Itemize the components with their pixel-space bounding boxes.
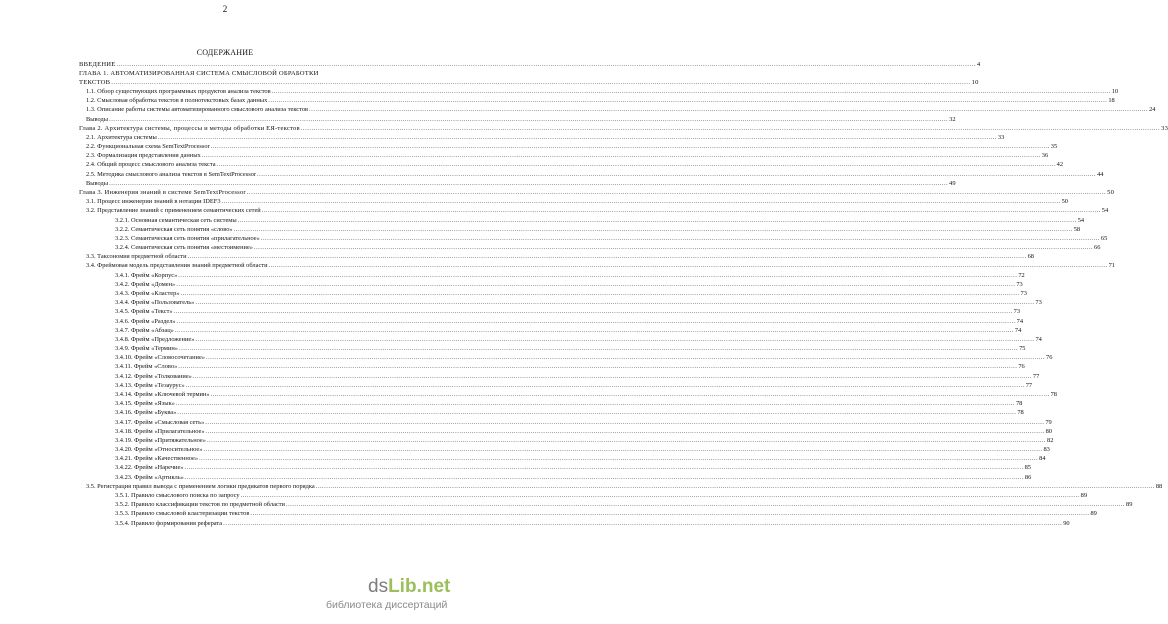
toc-entry-page: 74 [1014,326,1022,334]
toc-entry-label: 3.4.13. Фрейм «Тезаурус» [115,381,185,389]
toc-entry [86,170,1104,178]
toc-entry [115,335,1042,343]
toc-entry-page: 76 [1046,354,1053,362]
toc-entry-page: 18 [1108,97,1115,105]
toc-entry-label: 3.4.19. Фрейм «Притяжательное» [115,436,206,444]
toc-entry [86,115,956,123]
toc-entry [115,280,1023,288]
toc-entry [115,271,1025,279]
toc-entry [86,179,956,187]
toc-entry-label: 3.4.7. Фрейм «Абзац» [115,326,174,334]
toc-leader-dots: ................................................................................................................................................................................................................................................................................................................................................................................................................ [109,179,949,187]
toc-entry-label: 3.4.18. Фрейм «Прилагательное» [115,427,205,435]
toc-entry-page: 80 [1045,427,1052,435]
toc-leader-dots: ................................................................................................................................................................................................................................................................................................................................................................................................................ [157,133,997,141]
toc-entry [115,372,1040,380]
toc-leader-dots: ................................................................................................................................................................................................................................................................................................................................................................................................................ [201,152,1041,160]
toc-entry-label: 3.2.2. Семантическая сеть понятия «слово» [115,225,233,233]
toc-entry-label: 3.4.9. Фрейм «Термин» [115,345,178,353]
toc-heading: СОДЕРЖАНИЕ [196,48,254,57]
toc-entry-label: 3.4.3. Фрейм «Кластер» [115,290,180,297]
toc-entry [115,363,1025,371]
toc-entry [115,501,1133,509]
toc-leader-dots: ................................................................................................................................................................................................................................................................................................................................................................................................................ [176,280,1016,288]
toc-entry-label: 3.2. Представление знаний с применением семантических сетей [86,207,261,215]
toc-entry-page: 54 [1101,207,1109,215]
toc-entry-label: 3.5.4. Правило формирования реферата [115,519,223,527]
dslib-subtitle: библиотека диссертаций [326,599,448,611]
toc-leader-dots: ................................................................................................................................................................................................................................................................................................................................................................................................................ [250,510,1090,518]
toc-entry-label: 3.2.3. Семантическая сеть понятия «прилагательное» [115,234,260,242]
toc-entry-page: 42 [1056,161,1064,169]
toc-entry [79,60,981,68]
toc-entry-label: 3.4.10. Фрейм «Словосочетание» [115,354,205,362]
toc-entry [115,409,1024,417]
toc-entry-page: 68 [1027,253,1034,261]
toc-entry [86,253,1034,261]
toc-entry-page: 71 [1108,262,1115,270]
toc-entry [115,418,1052,426]
toc-entry-label: 3.5.3. Правило смысловой кластеризации текстов [115,510,250,518]
toc-entry-label: 2.3. Формализация представления данных [86,152,201,160]
toc-entry-page: 73 [1013,308,1021,316]
toc-entry [115,354,1053,362]
toc-entry-page: 73 [1020,290,1027,297]
toc-entry-label: ВВЕДЕНИЕ [79,60,116,68]
toc-entry-page: 49 [949,179,956,187]
toc-entry-label: 3.4.14. Фрейм «Ключевой термин» [115,390,210,398]
toc-leader-dots: ................................................................................................................................................................................................................................................................................................................................................................................................................ [199,455,1039,463]
toc-entry-label: 3.4.2. Фрейм «Домен» [115,280,176,288]
toc-entry [86,88,1119,96]
toc-entry [86,97,1115,105]
toc-leader-dots: ................................................................................................................................................................................................................................................................................................................................................................................................................ [285,501,1126,509]
toc-entry-label: 3.4.12. Фрейм «Толкование» [115,372,192,380]
toc-leader-dots: ................................................................................................................................................................................................................................................................................................................................................................................................................ [175,400,1015,408]
toc-entry [115,436,1054,444]
toc-leader-dots: ................................................................................................................................................................................................................................................................................................................................................................................................................ [184,473,1024,481]
toc-entry-label: 2.5. Методика смыслового анализа текстов в SemTextProcessor [86,170,257,178]
toc-entry [115,400,1023,408]
toc-leader-dots: ................................................................................................................................................................................................................................................................................................................................................................................................................ [268,262,1108,270]
toc-entry-page: 73 [1016,280,1023,288]
toc-entry-page: 33 [1161,124,1168,132]
toc-entry-label: 3.4.16. Фрейм «Буква» [115,409,177,417]
toc-entry-page: 86 [1024,473,1032,481]
toc-entry-label: ГЛАВА 1. АВТОМАТИЗИРОВАННАЯ СИСТЕМА СМЫСЛОВОЙ ОБРАБОТКИ [79,69,319,77]
toc-leader-dots: ................................................................................................................................................................................................................................................................................................................................................................................................................ [257,170,1097,178]
toc-entry-label: 3.3. Таксономия предметной области [86,253,187,261]
toc-entry-label: 1.1. Обзор существующих программных продуктов анализа текстов [86,88,271,96]
toc-entry-page: 88 [1155,482,1163,490]
toc-entry [115,317,1024,325]
toc-entry-page: 24 [1149,106,1156,114]
toc-entry [115,216,1085,224]
toc-entry [115,244,1101,252]
toc-entry-page: 79 [1045,418,1052,426]
toc-entry-page: 10 [971,78,979,86]
toc-leader-dots: ................................................................................................................................................................................................................................................................................................................................................................................................................ [309,106,1149,114]
toc-entry-page: 78 [1050,390,1057,398]
toc-entry-page: 10 [1111,88,1119,96]
toc-entry-page: 77 [1032,372,1040,380]
toc-entry [115,510,1097,518]
toc-entry-label: 2.2. Функциональная схема SemTextProcessor [86,143,210,151]
toc-leader-dots: ................................................................................................................................................................................................................................................................................................................................................................................................................ [261,207,1101,215]
toc-entry-label: 1.3. Описание работы системы автоматизированного смыслового анализа текстов [86,106,309,114]
toc-entry [86,198,1068,206]
toc-entry-page: 83 [1043,446,1050,454]
toc-entry-page: 4 [976,60,981,68]
toc-entry-page: 78 [1015,400,1023,408]
toc-entry [79,124,1168,132]
toc-entry [86,143,1058,151]
toc-entry-page: 75 [1019,345,1026,353]
toc-leader-dots: ................................................................................................................................................................................................................................................................................................................................................................................................................ [111,78,971,86]
toc-leader-dots: ................................................................................................................................................................................................................................................................................................................................................................................................................ [205,354,1046,362]
toc-entry [115,446,1050,454]
toc-leader-dots: ................................................................................................................................................................................................................................................................................................................................................................................................................ [192,372,1032,380]
toc-entry-label: Выводы [86,179,109,187]
toc-entry-label: 2.4. Общий процесс смыслового анализа текста [86,161,216,169]
toc-leader-dots: ................................................................................................................................................................................................................................................................................................................................................................................................................ [179,345,1019,353]
toc-entry-label: 3.4.8. Фрейм «Предложение» [115,335,195,343]
toc-entry [115,326,1022,334]
toc-entry-page: 58 [1073,225,1081,233]
toc-entry-label: 2.1. Архитектура системы [86,133,157,141]
toc-entry-label: 3.1. Процесс инженерии знаний в нотации IDEF3 [86,198,221,206]
toc-entry-page: 74 [1035,335,1042,343]
toc-leader-dots: ................................................................................................................................................................................................................................................................................................................................................................................................................ [240,491,1080,499]
toc-leader-dots: ................................................................................................................................................................................................................................................................................................................................................................................................................ [173,308,1013,316]
toc-entry-label: 3.5.1. Правило смыслового поиска по запросу [115,491,240,499]
page-number: 2 [222,4,228,14]
toc-leader-dots: ................................................................................................................................................................................................................................................................................................................................................................................................................ [216,161,1056,169]
toc-entry [115,473,1032,481]
toc-entry-page: 32 [949,115,956,123]
toc-entry-label: 3.4.1. Фрейм «Корпус» [115,271,178,279]
toc-entry-page: 84 [1039,455,1046,463]
toc-entry [86,152,1049,160]
toc-entry-label: 3.4.22. Фрейм «Наречие» [115,464,184,472]
toc-entry [115,290,1027,298]
toc-entry [86,133,1005,141]
toc-entry-page: 65 [1100,234,1108,242]
toc-leader-dots: ................................................................................................................................................................................................................................................................................................................................................................................................................ [180,290,1020,297]
toc-leader-dots: ................................................................................................................................................................................................................................................................................................................................................................................................................ [109,115,949,123]
toc-entry-page: 89 [1126,501,1133,509]
toc-leader-dots: ................................................................................................................................................................................................................................................................................................................................................................................................................ [195,299,1035,307]
toc-entry [86,262,1115,270]
toc-entry-label: 3.4.11. Фрейм «Слово» [115,363,178,371]
toc-entry [115,299,1042,307]
toc-entry-page: 35 [1050,143,1058,151]
toc-entry [115,455,1046,463]
toc-leader-dots: ................................................................................................................................................................................................................................................................................................................................................................................................................ [174,326,1014,334]
toc-entry [86,207,1109,215]
toc-entry [115,308,1021,316]
toc-leader-dots: ................................................................................................................................................................................................................................................................................................................................................................................................................ [187,253,1027,261]
toc-entry-page: 89 [1080,491,1088,499]
toc-entry-page: 85 [1024,464,1031,472]
toc-entry [79,69,402,77]
toc-entry [115,491,1088,499]
toc-entry-page: 77 [1025,381,1033,389]
toc-entry-label: 3.2.4. Семантическая сеть понятия «местоимение» [115,244,253,252]
toc-entry-page: 90 [1063,519,1070,527]
toc-entry [115,519,1070,527]
toc-entry-page: 76 [1018,363,1025,371]
toc-entry [115,464,1031,472]
toc-entry [115,225,1081,233]
toc-entry-page: 54 [1077,216,1085,224]
dslib-logo: dsLib.net [368,576,451,597]
toc-entry-label: 1.2. Смысловая обработка текстов в полнотекстовых базах данных [86,97,268,105]
toc-entry-label: 3.4.6. Фрейм «Раздел» [115,317,176,325]
toc-entry [86,106,1156,114]
toc-entry [115,427,1052,435]
toc-entry-page: 50 [1107,189,1115,197]
toc-entry-label: 3.5.2. Правило классификации текстов по предметной области [115,501,285,509]
toc-entry [79,78,979,86]
toc-leader-dots: ................................................................................................................................................................................................................................................................................................................................................................................................................ [210,390,1050,398]
toc-leader-dots: ................................................................................................................................................................................................................................................................................................................................................................................................................ [195,335,1035,343]
toc-entry [115,381,1033,389]
toc-entry-label: ТЕКСТОВ [79,78,111,86]
toc-entry-label: 3.4.17. Фрейм «Смысловая сеть» [115,418,205,426]
toc-entry-page: 66 [1094,244,1101,252]
toc-entry-label: Глава 3. Инженерия знаний в системе SemTextProcessor [79,189,246,197]
toc-leader-dots: ................................................................................................................................................................................................................................................................................................................................................................................................................ [203,446,1043,454]
toc-leader-dots: ................................................................................................................................................................................................................................................................................................................................................................................................................ [116,60,976,68]
toc-leader-dots: ................................................................................................................................................................................................................................................................................................................................................................................................................ [300,124,1161,132]
toc-leader-dots: ................................................................................................................................................................................................................................................................................................................................................................................................................ [205,418,1045,426]
toc-entry-page: 89 [1090,510,1097,518]
toc-entry-page: 73 [1035,299,1042,307]
toc-leader-dots: ................................................................................................................................................................................................................................................................................................................................................................................................................ [260,234,1100,242]
toc-entry-label: Выводы [86,115,109,123]
toc-leader-dots: ................................................................................................................................................................................................................................................................................................................................................................................................................ [237,216,1077,224]
toc-leader-dots: ................................................................................................................................................................................................................................................................................................................................................................................................................ [177,409,1017,417]
toc-leader-dots: ................................................................................................................................................................................................................................................................................................................................................................................................................ [178,363,1018,371]
toc-leader-dots: ................................................................................................................................................................................................................................................................................................................................................................................................................ [253,244,1094,252]
toc-leader-dots: ................................................................................................................................................................................................................................................................................................................................................................................................................ [205,427,1045,435]
toc-leader-dots: ................................................................................................................................................................................................................................................................................................................................................................................................................ [223,519,1063,527]
toc-entry-label: Глава 2. Архитектура системы, процессы и методы обработки ЕЯ-текстов [79,124,300,132]
toc-entry [115,234,1108,242]
toc-entry [115,390,1057,398]
toc-entry [79,189,1115,197]
toc-leader-dots: ................................................................................................................................................................................................................................................................................................................................................................................................................ [184,464,1024,472]
toc-leader-dots: ................................................................................................................................................................................................................................................................................................................................................................................................................ [210,143,1050,151]
toc-entry-page: 82 [1047,436,1054,444]
toc-leader-dots: ................................................................................................................................................................................................................................................................................................................................................................................................................ [178,271,1018,279]
toc-entry [115,345,1026,353]
toc-entry-label: 3.4. Фреймовая модель представления знаний предметной области [86,262,268,270]
toc-entry-label: 3.2.1. Основная семантическая сеть системы [115,216,237,224]
toc-leader-dots: ................................................................................................................................................................................................................................................................................................................................................................................................................ [271,88,1111,96]
toc-entry-label: 3.4.23. Фрейм «Артикль» [115,473,184,481]
toc-entry-page: 72 [1018,271,1025,279]
toc-entry-label: 3.4.20. Фрейм «Относительное» [115,446,203,454]
toc-leader-dots: ................................................................................................................................................................................................................................................................................................................................................................................................................ [185,381,1025,389]
toc-entry [86,161,1064,169]
toc-entry-page: 78 [1017,409,1024,417]
toc-entry-page: 74 [1016,317,1024,325]
toc-entry-page: 44 [1097,170,1104,178]
toc-leader-dots: ................................................................................................................................................................................................................................................................................................................................................................................................................ [246,189,1107,197]
toc-entry [86,482,1163,490]
toc-entry-page: 36 [1041,152,1049,160]
toc-entry-page: 50 [1061,198,1068,206]
toc-leader-dots: ................................................................................................................................................................................................................................................................................................................................................................................................................ [268,97,1108,105]
toc-entry-label: 3.4.4. Фрейм «Пользователь» [115,299,195,307]
toc-entry-label: 3.5. Регистрация правил вывода с применением логики предикатов первого порядка [86,482,315,490]
toc-entry-label: 3.4.5. Фрейм «Текст» [115,308,173,316]
toc-leader-dots: ................................................................................................................................................................................................................................................................................................................................................................................................................ [176,317,1016,325]
toc-leader-dots: ................................................................................................................................................................................................................................................................................................................................................................................................................ [315,482,1155,490]
toc-entry-label: 3.4.21. Фрейм «Качественное» [115,455,199,463]
toc-entry-page: 33 [997,133,1005,141]
toc-entry-label: 3.4.15. Фрейм «Язык» [115,400,175,408]
toc-leader-dots: ................................................................................................................................................................................................................................................................................................................................................................................................................ [206,436,1046,444]
toc-leader-dots: ................................................................................................................................................................................................................................................................................................................................................................................................................ [221,198,1061,206]
toc-leader-dots: ................................................................................................................................................................................................................................................................................................................................................................................................................ [233,225,1073,233]
